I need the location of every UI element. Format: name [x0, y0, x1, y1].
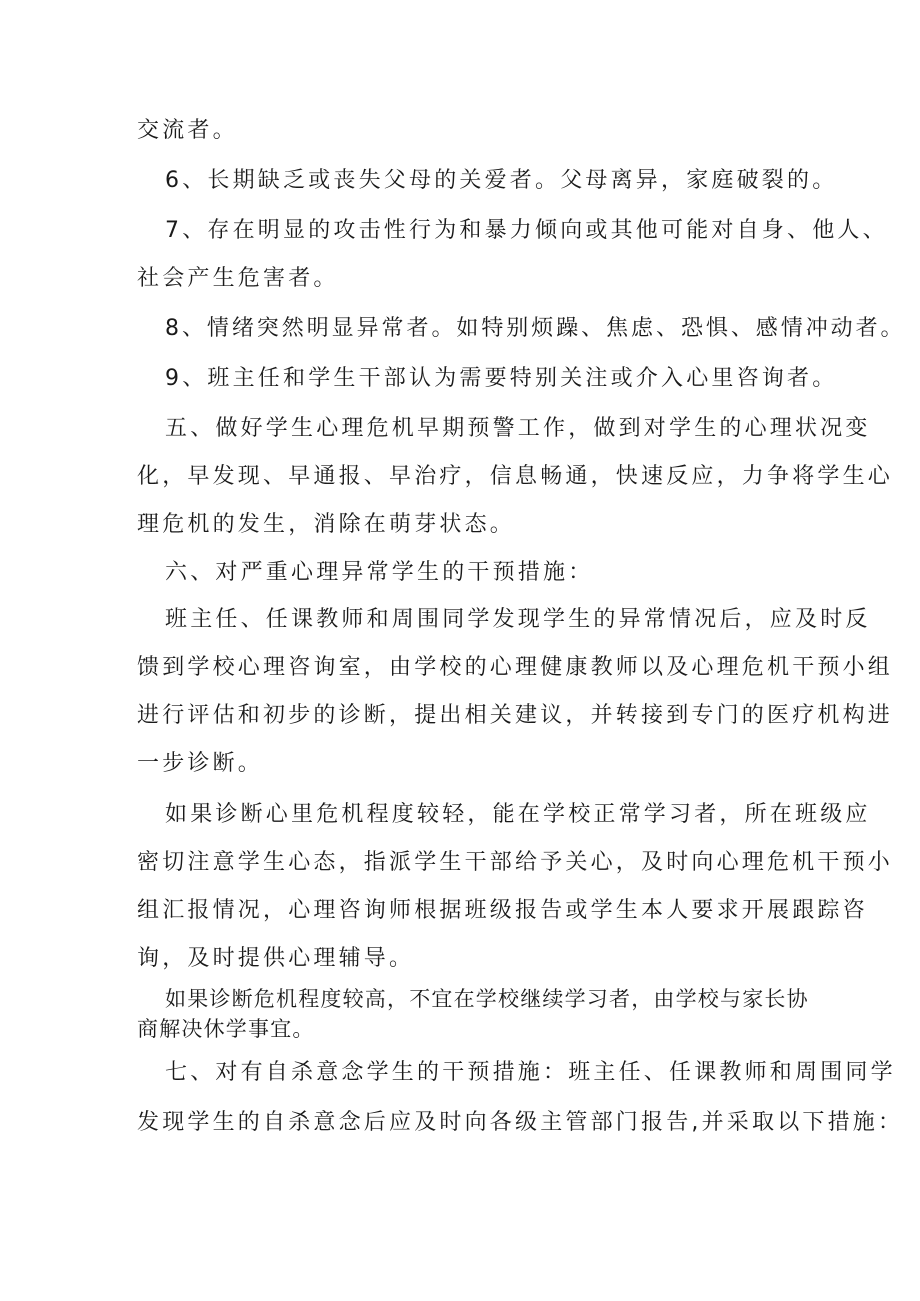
text-line-13: 进行评估和初步的诊断，提出相关建议，并转接到专门的医疗机构进 [137, 703, 894, 728]
text-line-4: 社会产生危害者。 [137, 266, 339, 291]
text-line-1: 交流者。 [137, 118, 238, 143]
text-line-5: 8、情绪突然明显异常者。如特别烦躁、焦虑、恐惧、感情冲动者。 [165, 316, 906, 341]
text-line-3: 7、存在明显的攻击性行为和暴力倾向或其他可能对自身、他人、 [165, 218, 888, 243]
text-line-2: 6、长期缺乏或丧失父母的关爱者。父母离异，家庭破裂的。 [165, 168, 838, 193]
text-line-9: 理危机的发生，消除在萌芽状态。 [137, 512, 516, 537]
text-line-14: 一步诊断。 [137, 751, 264, 776]
text-line-17: 组汇报情况，心理咨询师根据班级报告或学生本人要求开展跟踪咨 [137, 898, 868, 923]
text-line-11: 班主任、任课教师和周围同学发现学生的异常情况后，应及时反 [165, 607, 871, 632]
text-line-15: 如果诊断心里危机程度较轻，能在学校正常学习者，所在班级应 [165, 802, 871, 827]
text-line-22: 发现学生的自杀意念后应及时向各级主管部门报告,并采取以下措施： [137, 1110, 904, 1135]
text-line-7: 五、做好学生心理危机早期预警工作，做到对学生的心理状况变 [165, 416, 871, 441]
text-line-19: 如果诊断危机程度较高，不宜在学校继续学习者，由学校与家长协 [165, 987, 809, 1011]
text-line-20: 商解决休学事宜。 [137, 1017, 315, 1041]
text-line-12: 馈到学校心理咨询室，由学校的心理健康教师以及心理危机干预小组 [137, 655, 894, 680]
text-line-18: 询，及时提供心理辅导。 [137, 946, 415, 971]
text-line-21: 七、对有自杀意念学生的干预措施：班主任、任课教师和周围同学 [165, 1060, 896, 1085]
text-line-16: 密切注意学生心态，指派学生干部给予关心，及时向心理危机干预小 [137, 850, 894, 875]
text-line-6: 9、班主任和学生干部认为需要特别关注或介入心里咨询者。 [165, 366, 838, 391]
text-line-10: 六、对严重心理异常学生的干预措施： [165, 560, 594, 585]
text-line-8: 化，早发现、早通报、早治疗，信息畅通，快速反应，力争将学生心 [137, 464, 894, 489]
